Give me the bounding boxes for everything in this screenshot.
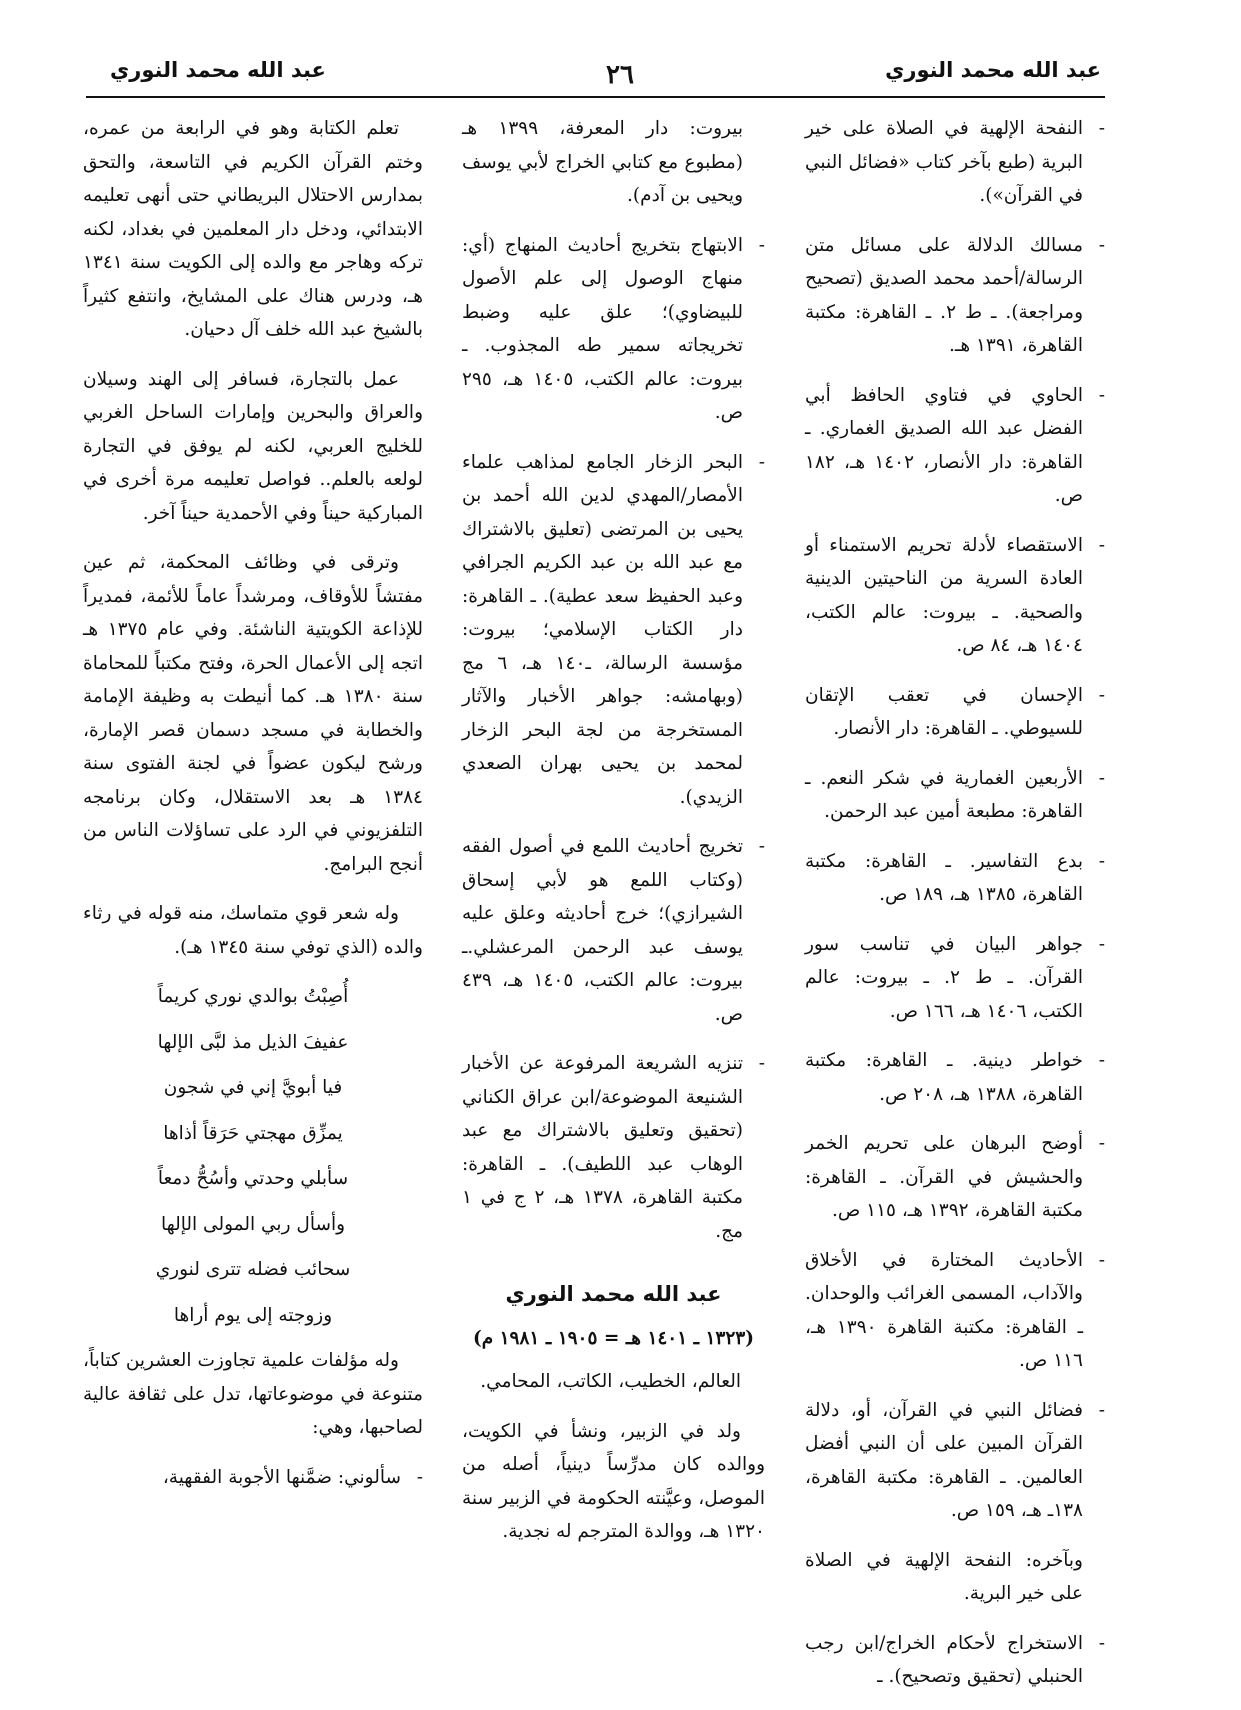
bibliography-entry: - النفحة الإلهية في الصلاة على خير البرية (طبع بآخر كتاب «فضائل النبي في القرآن»). bbox=[805, 112, 1105, 213]
biography-paragraph: وترقى في وظائف المحكمة، ثم عين مفتشاً للأوقاف، ومرشداً عاماً للأئمة، فمديراً للإذاعة الكويتية الناشئة. وفي عام ١٣٧٥ هـ اتجه إلى الأعمال الحرة، وفتح مكتباً للمحاماة سنة ١٣٨٠ هـ. كما أنيطت به وظيفة الإمامة والخطابة في مسجد دسمان قصر الإمارة، ورشح ليكون عضواً في لجنة الفتوى سنة ١٣٨٤ هـ بعد الاستقلال، وكان برنامجه التلفزيوني في الرد على تساؤلات الناس من أنجح البرامج. bbox=[83, 552, 424, 875]
column-right bbox=[805, 112, 1105, 1710]
running-header-left: عبد الله محمد النوري bbox=[110, 58, 326, 82]
column-middle bbox=[462, 112, 765, 1565]
bibliography-entry: - جواهر البيان في تناسب سور القرآن. ـ ط ٢. ـ بيروت: عالم الكتب، ١٤٠٦ هـ، ١٦٦ ص. bbox=[805, 928, 1105, 1029]
bibliography-entry: - بدع التفاسير. ـ القاهرة: مكتبة القاهرة، ١٣٨٥ هـ، ١٨٩ ص. bbox=[805, 845, 1105, 912]
bibliography-entry: - الإحسان في تعقب الإتقان للسيوطي. ـ القاهرة: دار الأنصار. bbox=[805, 679, 1105, 746]
biography-paragraph: تعلم الكتابة وهو في الرابعة من عمره، وختم القرآن الكريم في التاسعة، والتحق بمدارس الاحتلال البريطاني حتى أنهى تعليمه الابتدائي، ودخل دار المعلمين في بغداد، لكنه تركه وهاجر مع والده إلى الكويت سنة ١٣٤١ هـ، ودرس هناك على المشايخ، وانتفع كثيراً بالشيخ عبد الله خلف آل دحيان. bbox=[83, 118, 423, 340]
biography-paragraph: عمل بالتجارة، فسافر إلى الهند وسيلان والعراق والبحرين وإمارات الساحل الغربي للخليج العربي، لكنه لم يوفق في التجارة لولعه بالعلم.. فواصل تعليمه مرة أخرى في المباركية حيناً وفي الأحمدية حيناً آخر. bbox=[83, 368, 423, 524]
bibliography-entry: - البحر الزخار الجامع لمذاهب علماء الأمصار/المهدي لدين الله أحمد بن يحيى بن المرتضى (تعليق بالاشتراك مع عبد الله بن عبد الكريم الجرافي وعبد الحفيظ سعد عطية). ـ القاهرة: دار الكتاب الإسلامي؛ بيروت: مؤسسة الرسالة، ـ١٤٠ هـ، ٦ مج (وبهامشه: جواهر الأخبار والآثار المستخرجة من لجة البحر الزخار لمحمد بن يحيى بهران الصعدي الزيدي). bbox=[462, 446, 765, 815]
bibliography-entry: - الأحاديث المختارة في الأخلاق والآداب، المسمى الغرائب والوحدان. ـ القاهرة: مكتبة القاهرة ١٣٩٠ هـ، ١١٦ ص. bbox=[805, 1244, 1105, 1378]
page-number: ٢٦ bbox=[606, 60, 634, 90]
poem-verse: يمزِّق مهجتي حَرَقاً أذاها bbox=[163, 1122, 343, 1144]
bibliography-entry: - سألوني: ضمَّنها الأجوبة الفقهية، bbox=[83, 1461, 423, 1495]
column-left bbox=[83, 112, 423, 1510]
bibliography-entry: - فضائل النبي في القرآن، أو، دلالة القرآن المبين على أن النبي أفضل العالمين. ـ القاهرة: مكتبة القاهرة، ١٣٨ـ هـ، ١٥٩ ص. bbox=[805, 1394, 1105, 1528]
poem-verse: فيا أبويَّ إني في شجون bbox=[163, 1077, 343, 1098]
entry-continuation: وبآخره: النفحة الإلهية في الصلاة على خير البرية. bbox=[805, 1549, 1083, 1604]
biography-title: عبد الله محمد النوري bbox=[505, 1282, 722, 1306]
running-header-right: عبد الله محمد النوري bbox=[885, 58, 1101, 82]
biography-paragraph: وله مؤلفات علمية تجاوزت العشرين كتاباً، متنوعة في موضوعاتها، تدل على ثقافة عالية لصاحبها، وهي: bbox=[83, 1350, 423, 1438]
poem-verse: وأسأل ربي المولى الإلها bbox=[160, 1213, 346, 1235]
bibliography-entry: - تنزيه الشريعة المرفوعة عن الأخبار الشنيعة الموضوعة/ابن عراق الكناني (تحقيق وتعليق بالاشتراك مع عبد الوهاب عبد اللطيف). ـ القاهرة: مكتبة القاهرة، ١٣٧٨ هـ، ٢ ج في ١ مج. bbox=[462, 1047, 765, 1248]
poem-verse: عفيفَ الذيل مذ لبَّى الإلها bbox=[157, 1031, 349, 1053]
biography-dates: (١٣٢٣ ـ ١٤٠١ هـ = ١٩٠٥ ـ ١٩٨١ م) bbox=[472, 1327, 755, 1349]
bibliography-entry: - الابتهاج بتخريج أحاديث المنهاج (أي: منهاج الوصول إلى علم الأصول للبيضاوي)؛ علق عليه وضبط تخريجاته سمير طه المجذوب. ـ بيروت: عالم الكتب، ١٤٠٥ هـ، ٢٩٥ ص. bbox=[462, 229, 765, 430]
bibliography-entry: - الحاوي في فتاوي الحافظ أبي الفضل عبد الله الصديق الغماري. ـ القاهرة: دار الأنصار، ١٤٠٢ هـ، ١٨٢ ص. bbox=[805, 379, 1105, 513]
bibliography-entry: - الاستقصاء لأدلة تحريم الاستمناء أو العادة السرية من الناحيتين الدينية والصحية. ـ بيروت: عالم الكتب، ١٤٠٤ هـ، ٨٤ ص. bbox=[805, 529, 1105, 663]
entry-continuation: بيروت: دار المعرفة، ١٣٩٩ هـ (مطبوع مع كتابي الخراج لأبي يوسف ويحيى بن آدم). bbox=[462, 118, 743, 206]
poem-verse: وزوجته إلى يوم أراها bbox=[173, 1304, 333, 1326]
bibliography-entry: - مسالك الدلالة على مسائل متن الرسالة/أحمد محمد الصديق (تصحيح ومراجعة). ـ ط ٢. ـ القاهرة: مكتبة القاهرة، ١٣٩١ هـ. bbox=[805, 229, 1105, 363]
poem-verse: سحائب فضله تترى لنوري bbox=[155, 1259, 351, 1280]
biography-paragraph: ولد في الزبير، ونشأ في الكويت، ووالده كان مدرِّساً دينياً، أصله من الموصل، وعيَّنته الحكومة في الزبير سنة ١٣٢٠ هـ، ووالدة المترجم له نجدية. bbox=[462, 1420, 765, 1542]
bibliography-entry: - أوضح البرهان على تحريم الخمر والحشيش في القرآن. ـ القاهرة: مكتبة القاهرة، ١٣٩٢ هـ، ١١٥ ص. bbox=[805, 1127, 1105, 1228]
biography-paragraph: وله شعر قوي متماسك، منه قوله في رثاء والده (الذي توفي سنة ١٣٤٥ هـ). bbox=[83, 903, 423, 958]
header-rule bbox=[86, 96, 1105, 98]
poem-verse: أُصِبْتُ بوالدي نوري كريماً bbox=[157, 986, 349, 1007]
bibliography-entry: - الاستخراج لأحكام الخراج/ابن رجب الحنبلي (تحقيق وتصحيح). ـ bbox=[805, 1627, 1105, 1694]
bibliography-entry: - الأربعين الغمارية في شكر النعم. ـ القاهرة: مطبعة أمين عبد الرحمن. bbox=[805, 762, 1105, 829]
biography-description: العالم، الخطيب، الكاتب، المحامي. bbox=[480, 1371, 741, 1392]
bibliography-entry: - تخريج أحاديث اللمع في أصول الفقه (وكتاب اللمع هو لأبي إسحاق الشيرازي)؛ خرج أحاديثه وعلق عليه يوسف عبد الرحمن المرعشلي.ـ بيروت: عالم الكتب، ١٤٠٥ هـ، ٤٣٩ ص. bbox=[462, 830, 765, 1031]
poem-verse: سأبلي وحدتي وأسُحُّ دمعاً bbox=[157, 1168, 349, 1189]
bibliography-entry: - خواطر دينية. ـ القاهرة: مكتبة القاهرة، ١٣٨٨ هـ، ٢٠٨ ص. bbox=[805, 1044, 1105, 1111]
